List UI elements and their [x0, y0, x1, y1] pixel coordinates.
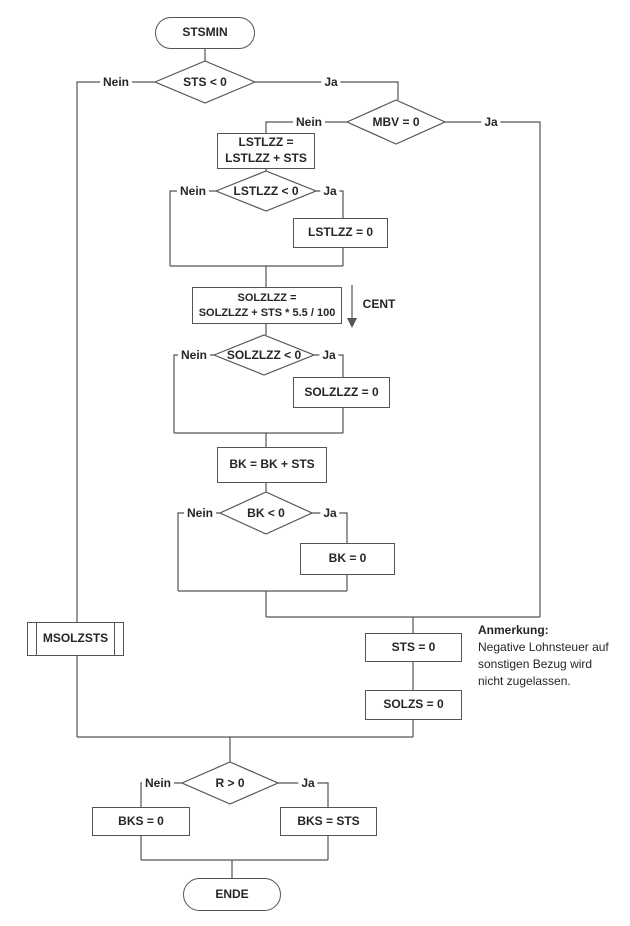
connector-lstlzz-nein-down [170, 191, 216, 266]
decision-sts-negative-label: STS < 0 [183, 75, 227, 89]
decision-lstlzz-negative-label: LSTLZZ < 0 [233, 184, 299, 198]
edge-label-solzlzz-nein: Nein [178, 348, 210, 362]
process-bk-update-label: BK = BK + STS [229, 457, 315, 472]
process-solzlzz-update-line1: SOLZLZZ = [237, 292, 297, 305]
predefined-process-right-bar [114, 623, 115, 655]
process-lstlzz-update [217, 133, 315, 169]
process-lstlzz-zero-label: LSTLZZ = 0 [307, 225, 373, 240]
process-solzs-zero [365, 690, 462, 720]
edge-label-mbv-nein: Nein [293, 115, 325, 129]
terminator-ende [183, 878, 281, 911]
process-bk-update [217, 447, 327, 483]
terminator-stsmin-label: STSMIN [182, 25, 228, 40]
connector-mbv-ja-right-column [445, 122, 540, 617]
decision-bk-negative-label: BK < 0 [247, 506, 285, 520]
process-bk-zero-label: BK = 0 [328, 551, 367, 566]
process-solzlzz-zero [293, 377, 390, 408]
edge-label-bk-ja: Ja [320, 506, 339, 520]
edge-label-bk-nein: Nein [184, 506, 216, 520]
edge-label-lstlzz-ja: Ja [320, 184, 339, 198]
connector-sts-nein-left-column [77, 82, 155, 622]
edge-label-r-ja: Ja [298, 776, 317, 790]
predefined-process-left-bar [36, 623, 37, 655]
connector-bk-nein-down [178, 513, 220, 591]
process-solzs-zero-label: SOLZS = 0 [383, 697, 444, 712]
decision-solzlzz-negative-label: SOLZLZZ < 0 [226, 348, 302, 362]
cent-annotation-label: CENT [362, 297, 396, 311]
edge-label-sts-ja: Ja [321, 75, 340, 89]
anmerkung-line3: nicht zugelassen. [478, 674, 571, 688]
predefined-process-msolzsts-label: MSOLZSTS [42, 631, 109, 646]
anmerkung-line1: Negative Lohnsteuer auf [478, 640, 609, 654]
process-lstlzz-update-line2: LSTLZZ + STS [225, 151, 307, 165]
terminator-stsmin [155, 17, 255, 49]
process-sts-zero-label: STS = 0 [391, 639, 436, 654]
terminator-ende-label: ENDE [215, 886, 249, 901]
process-bks-sts-label: BKS = STS [297, 813, 360, 828]
anmerkung-line2: sonstigen Bezug wird [478, 657, 593, 671]
process-bks-sts [280, 807, 377, 836]
edge-label-solzlzz-ja: Ja [319, 348, 338, 362]
process-lstlzz-zero [293, 218, 388, 248]
edge-label-r-nein: Nein [142, 776, 174, 790]
process-sts-zero [365, 633, 462, 662]
process-solzlzz-zero-label: SOLZLZZ = 0 [304, 384, 379, 399]
anmerkung-heading: Anmerkung: [478, 623, 549, 637]
connector-solzlzz-nein-down [174, 355, 214, 433]
decision-mbv-zero-label: MBV = 0 [372, 115, 420, 129]
process-bk-zero [300, 543, 395, 575]
process-bks-zero [92, 807, 190, 836]
process-solzlzz-update-line2: SOLZLZZ + STS * 5.5 / 100 [198, 306, 336, 319]
process-solzlzz-update [192, 287, 342, 324]
anmerkung-note [478, 622, 628, 690]
decision-r-positive-label: R > 0 [215, 776, 245, 790]
edge-label-lstlzz-nein: Nein [177, 184, 209, 198]
predefined-process-msolzsts [27, 622, 124, 656]
cent-arrowhead [347, 318, 357, 328]
edge-label-sts-nein: Nein [100, 75, 132, 89]
edge-label-mbv-ja: Ja [481, 115, 500, 129]
process-bks-zero-label: BKS = 0 [118, 813, 164, 828]
process-lstlzz-update-line1: LSTLZZ = [238, 135, 294, 150]
